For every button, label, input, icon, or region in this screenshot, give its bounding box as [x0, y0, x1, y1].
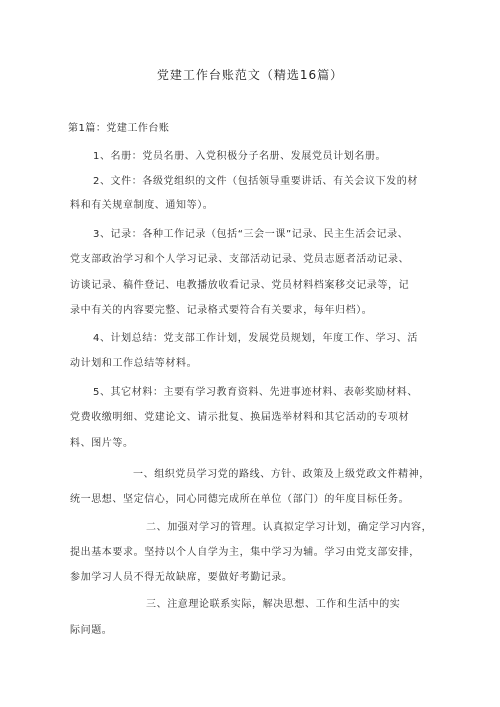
- point-2-line-2: 提出基本要求。坚持以个人自学为主，集中学习为辅。学习由党支部安排，: [70, 547, 420, 558]
- document-title: 党建工作台账范文（精选16篇）: [156, 68, 344, 82]
- item-3-line-1: 3、记录：各种工作记录（包括“三会一课”记录、民主生活会记录、: [93, 229, 409, 240]
- item-3-line-3: 访谈记录、稿件登记、电教播放收看记录、党员材料档案移交记录等，记: [70, 280, 410, 291]
- section-heading: 第1篇：党建工作台账: [68, 123, 170, 134]
- item-3-line-2: 党支部政治学习和个人学习记录、支部活动记录、党员志愿者活动记录、: [70, 254, 410, 265]
- item-4-line-1: 4、计划总结：党支部工作计划，发展党员规划，年度工作、学习、活: [93, 333, 418, 344]
- item-3-line-4: 录中有关的内容要完整、记录格式要符合有关要求，每年归档）。: [70, 305, 373, 316]
- item-2-line-1: 2、文件：各级党组织的文件（包括领导重要讲话、有关会议下发的材: [93, 176, 418, 187]
- item-2-line-2: 料和有关规章制度、通知等）。: [70, 200, 214, 211]
- point-2-line-3: 参加学习人员不得无故缺席，要做好考勤记录。: [70, 572, 293, 583]
- item-1-line-1: 1、名册：党员名册、入党积极分子名册、发展党员计划名册。: [93, 151, 387, 162]
- point-1-line-2: 统一思想、坚定信心，同心同德完成所在单位（部门）的年度目标任务。: [70, 494, 410, 505]
- point-3-line-1: 三、注意理论联系实际，解决思想、工作和生活中的实: [146, 599, 401, 610]
- item-5-line-3: 料、图片等。: [70, 438, 134, 449]
- point-3-line-2: 际问题。: [70, 625, 113, 636]
- point-2-line-1: 二、加强对学习的管理。认真拟定学习计划，确定学习内容，: [146, 522, 433, 533]
- item-4-line-2: 动计划和工作总结等材料。: [70, 358, 198, 369]
- item-5-line-2: 党费收缴明细、党建论文、请示批复、换届选举材料和其它活动的专项材: [70, 412, 410, 423]
- point-1-line-1: 一、组织党员学习党的路线、方针、政策及上级党政文件精神，: [133, 469, 430, 480]
- item-5-line-1: 5、其它材料：主要有学习教育资料、先进事迹材料、表彰奖励材料、: [93, 387, 418, 398]
